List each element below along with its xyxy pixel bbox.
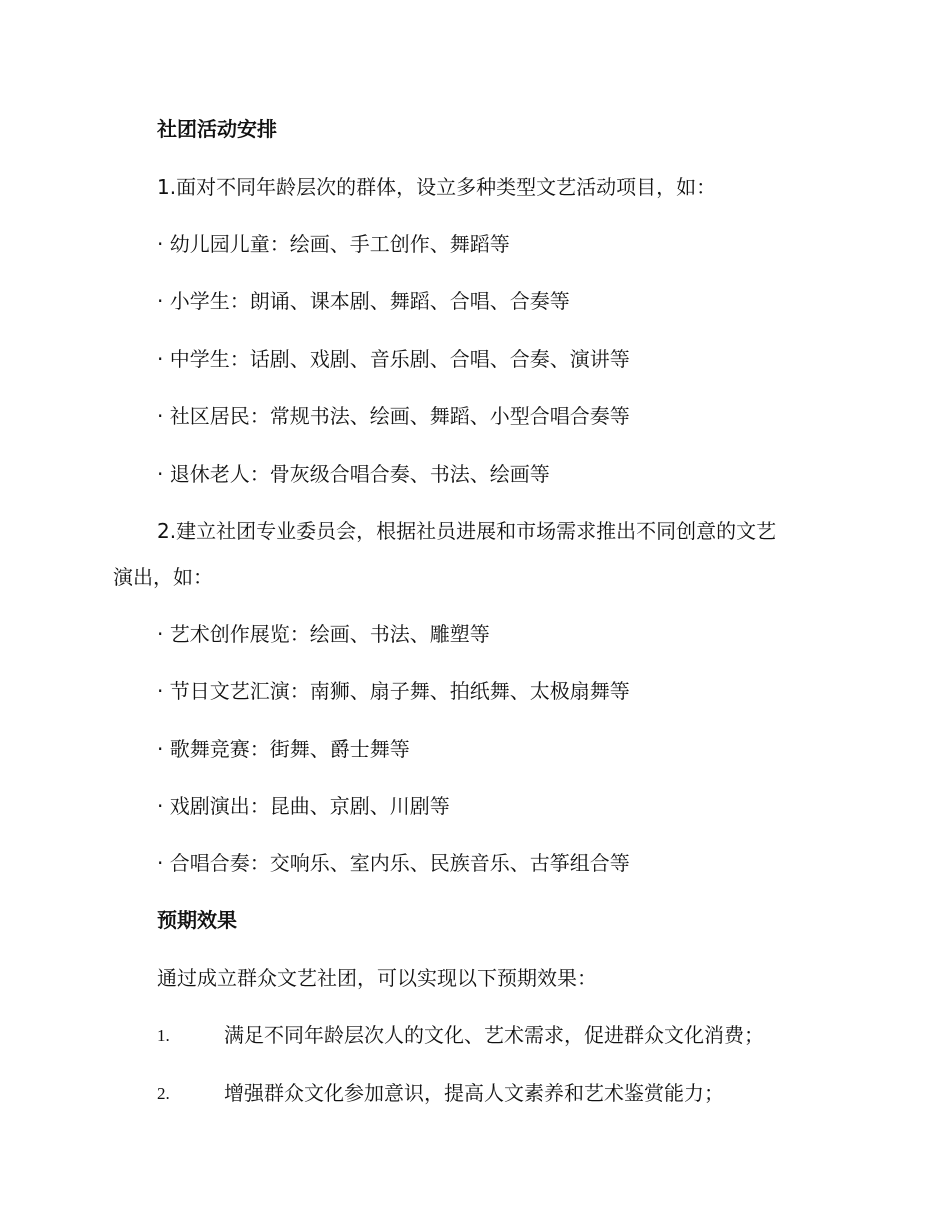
list-item: · 合唱合奏：交响乐、室内乐、民族音乐、古筝组合等 [157, 851, 630, 875]
list-item: · 歌舞竞赛：街舞、爵士舞等 [157, 737, 410, 761]
list-item: · 幼儿园儿童：绘画、手工创作、舞蹈等 [157, 232, 510, 256]
list-item: · 中学生：话剧、戏剧、音乐剧、合唱、合奏、演讲等 [157, 347, 630, 371]
list-item: · 艺术创作展览：绘画、书法、雕塑等 [157, 622, 490, 646]
list-item: · 退休老人：骨灰级合唱合奏、书法、绘画等 [157, 462, 550, 486]
list-item: · 小学生：朗诵、课本剧、舞蹈、合唱、合奏等 [157, 289, 570, 313]
item1-intro: 1.面对不同年龄层次的群体，设立多种类型文艺活动项目，如： [157, 175, 717, 199]
item2-intro-line2: 演出，如： [113, 565, 213, 589]
item2-intro-line1: 2.建立社团专业委员会，根据社员进展和市场需求推出不同创意的文艺 [157, 519, 777, 543]
list-item: · 节日文艺汇演：南狮、扇子舞、拍纸舞、太极扇舞等 [157, 679, 630, 703]
list-item: · 戏剧演出：昆曲、京剧、川剧等 [157, 794, 450, 818]
list-item: · 社区居民：常规书法、绘画、舞蹈、小型合唱合奏等 [157, 404, 630, 428]
numbered-item-text: 增强群众文化参加意识，提高人文素养和艺术鉴赏能力； [224, 1081, 724, 1105]
numbered-item-text: 满足不同年龄层次人的文化、艺术需求，促进群众文化消费； [224, 1023, 764, 1047]
section-heading-club-activities: 社团活动安排 [157, 117, 277, 141]
expected-effects-intro: 通过成立群众文艺社团，可以实现以下预期效果： [157, 966, 597, 990]
section-heading-expected-effects: 预期效果 [157, 908, 237, 932]
numbered-item-number: 2. [157, 1084, 170, 1103]
numbered-item-number: 1. [157, 1026, 170, 1045]
